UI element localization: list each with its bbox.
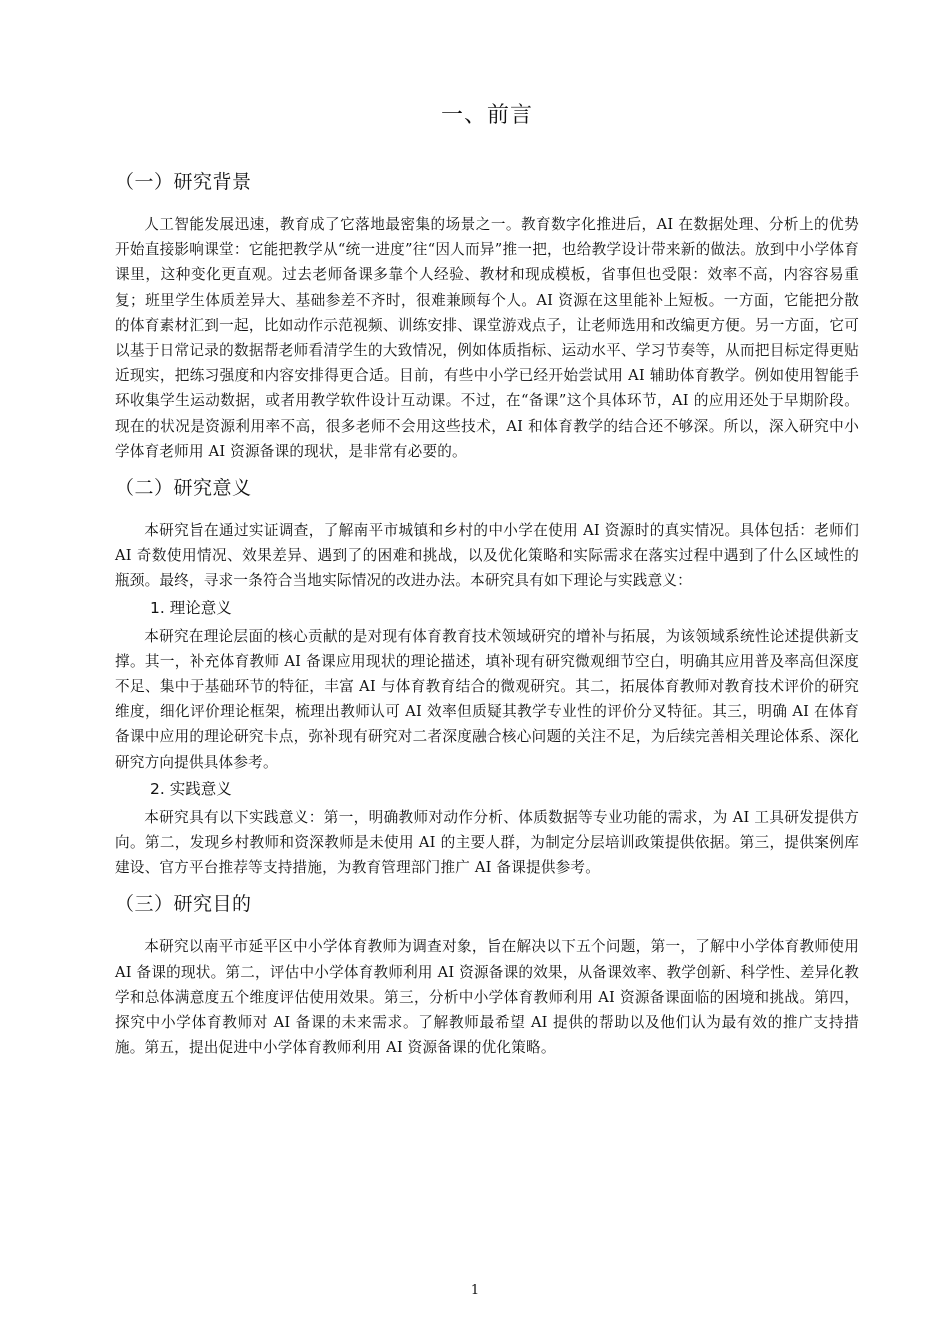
subsection-heading-practice: 2. 实践意义 xyxy=(150,779,232,798)
paragraph-practice: 本研究具有以下实践意义：第一，明确教师对动作分析、体质数据等专业功能的需求，为 AI 工具研发提供方向。第二，发现乡村教师和资深教师是未使用 AI 的主要人群，为制定分层培训政策提供依据。第三，提供案例库建设、官方平台推荐等支持措施，为教育管理部门推广 AI 备课提供参考。 xyxy=(115,808,859,877)
section-heading-significance: （二）研究意义 xyxy=(115,477,252,500)
section-objective xyxy=(115,889,859,1060)
section-significance xyxy=(115,473,859,880)
section-heading-objective: （三）研究目的 xyxy=(115,893,252,916)
subsection-heading-theory: 1. 理论意义 xyxy=(150,598,232,617)
paragraph-theory: 本研究在理论层面的核心贡献的是对现有体育教育技术领域研究的增补与拓展，为该领域系统性论述提供新支撑。其一，补充体育教师 AI 备课应用现状的理论描述，填补现有研究微观细节空白，明确其应用普及率高但深度不足、集中于基础环节的特征，丰富 AI 与体育教育结合的微观研究。其二，拓展体育教师对教育技术评价的研究维度，细化评价理论框架，梳理出教师认可 AI 效率但质疑其教学专业性的评价分叉特征。其三，明确 AI 在体育备课中应用的理论研究卡点，弥补现有研究对二者深度融合核心问题的关注不足，为后续完善相关理论体系、深化研究方向提供具体参考。 xyxy=(115,627,859,771)
page-content xyxy=(115,98,859,1069)
chapter-title: 一、前言 xyxy=(440,103,533,128)
paragraph-background: 人工智能发展迅速，教育成了它落地最密集的场景之一。教育数字化推进后，AI 在数据处理、分析上的优势开始直接影响课堂：它能把教学从“统一进度”往“因人而异”推一把，也给教学设计带来新的做法。放到中小学体育课里，这种变化更直观。过去老师备课多靠个人经验、教材和现成模板，省事但也受限：效率不高，内容容易重复；班里学生体质差异大、基础参差不齐时，很难兼顾每个人。AI 资源在这里能补上短板。一方面，它能把分散的体育素材汇到一起，比如动作示范视频、训练安排、课堂游戏点子，让老师选用和改编更方便。另一方面，它可以基于日常记录的数据帮老师看清学生的大致情况，例如体质指标、运动水平、学习节奏等，从而把目标定得更贴近现实，把练习强度和内容安排得更合适。目前，有些中小学已经开始尝试用 AI 辅助体育教学。例如使用智能手环收集学生运动数据，或者用教学软件设计互动课。不过，在“备课”这个具体环节，AI 的应用还处于早期阶段。现在的状况是资源利用率不高，很多老师不会用这些技术，AI 和体育教学的结合还不够深。所以，深入研究中小学体育老师用 AI 资源备课的现状，是非常有必要的。 xyxy=(115,216,859,460)
page-number: 1 xyxy=(470,1283,480,1298)
section-background xyxy=(115,167,859,464)
paragraph-objective: 本研究以南平市延平区中小学体育教师为调查对象，旨在解决以下五个问题，第一，了解中小学体育教师使用 AI 备课的现状。第二，评估中小学体育教师利用 AI 资源备课的效果，从备课效率、教学创新、科学性、差异化教学和总体满意度五个维度评估使用效果。第三，分析中小学体育教师利用 AI 资源备课面临的困境和挑战。第四，探究中小学体育教师对 AI 备课的未来需求。了解教师最希望 AI 提供的帮助以及他们认为最有效的推广支持措施。第五，提出促进中小学体育教师利用 AI 资源备课的优化策略。 xyxy=(115,938,859,1057)
paragraph-significance-intro: 本研究旨在通过实证调查，了解南平市城镇和乡村的中小学在使用 AI 资源时的真实情况。具体包括：老师们 AI 奇数使用情况、效果差异、遇到了的困难和挑战，以及优化策略和实际需求在落实过程中遇到了什么区域性的瓶颈。最终，寻求一条符合当地实际情况的改进办法。本研究具有如下理论与实践意义： xyxy=(115,522,859,590)
section-heading-background: （一）研究背景 xyxy=(115,171,252,193)
